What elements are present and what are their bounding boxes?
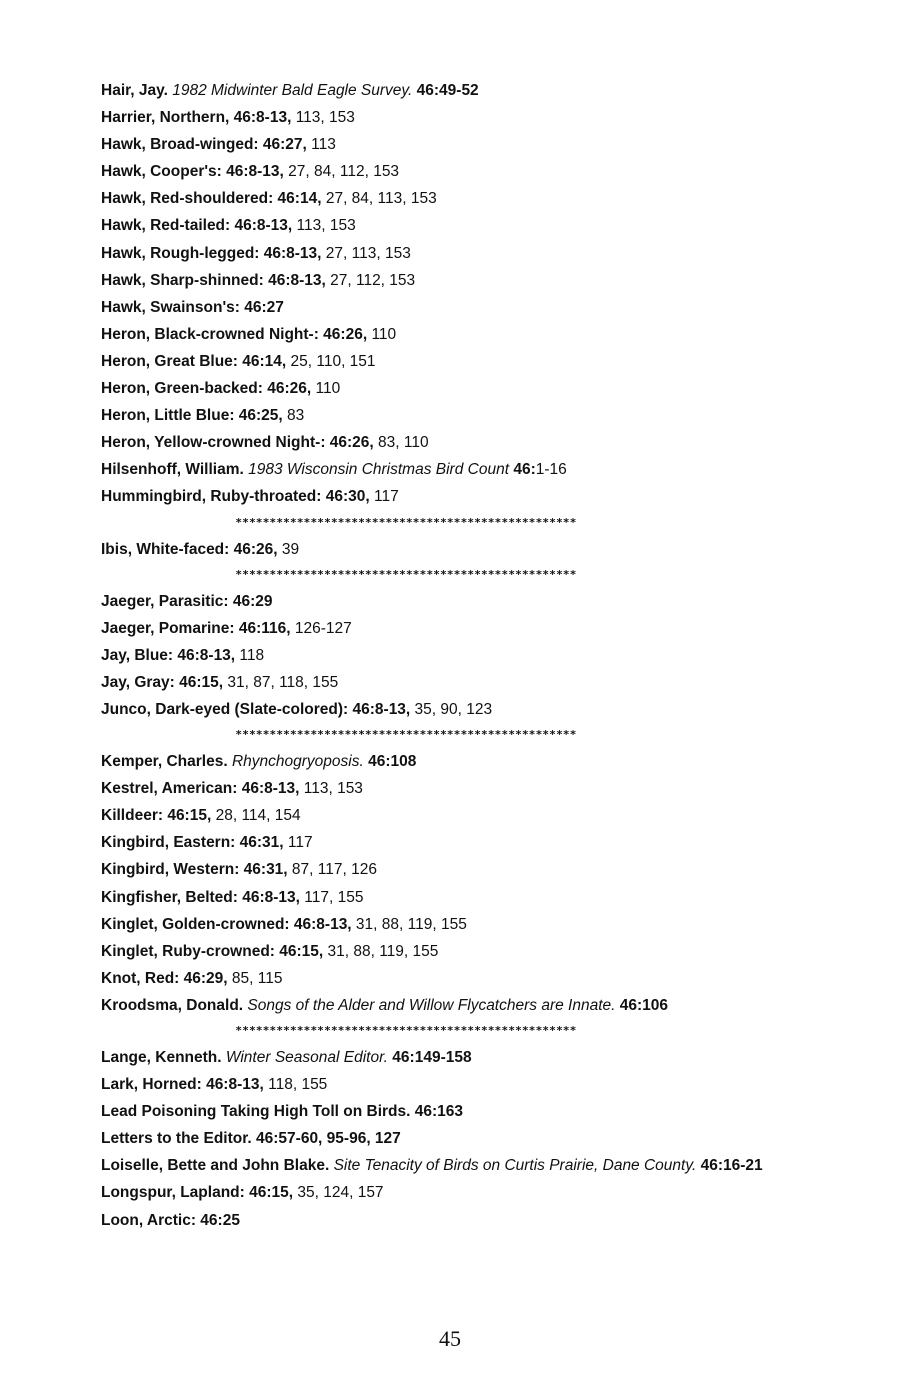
index-entry: [101, 353, 801, 371]
entry-text: Kingfisher, Belted: 46:8-13,: [101, 888, 300, 906]
entry-text: Hair, Jay.: [101, 82, 173, 99]
entry-text: 46:149-158: [388, 1049, 472, 1066]
entry-text: 113, 153: [291, 109, 355, 127]
entry-text: Kinglet, Golden-crowned: 46:8-13,: [101, 915, 352, 933]
index-entry: [101, 163, 801, 181]
index-entry: [101, 889, 801, 907]
entry-text: 113: [306, 136, 336, 154]
index-entry: [101, 780, 801, 798]
entry-text: Lead Poisoning Taking High Toll on Birds. 46:163: [101, 1103, 463, 1121]
index-entry: [101, 943, 801, 961]
index-entry: [101, 461, 801, 479]
entry-text: Loiselle, Bette and John Blake.: [101, 1157, 334, 1175]
entry-text: Kinglet, Ruby-crowned: 46:15,: [101, 942, 324, 960]
entry-text: Killdeer: 46:15,: [101, 807, 212, 825]
entry-title: 1983 Wisconsin Christmas Bird Count: [248, 461, 510, 479]
index-entry: [101, 861, 801, 879]
entry-title: Rhynchogryoposis.: [231, 753, 364, 771]
index-entry: [101, 326, 801, 344]
index-entry: [101, 434, 801, 452]
entry-text: 46:: [509, 461, 536, 479]
entry-text: 31, 87, 118, 155: [223, 673, 339, 691]
index-entry: [101, 620, 801, 638]
index-entry: [101, 674, 801, 692]
entry-text: Longspur, Lapland: 46:15,: [101, 1184, 294, 1202]
entry-text: Hawk, Broad-winged: 46:27,: [101, 136, 307, 154]
entry-text: 83, 110: [373, 434, 429, 452]
entry-text: Hilsenhoff, William.: [101, 461, 249, 479]
section-separator: **************************************************: [235, 728, 577, 742]
index-entry: [101, 1049, 801, 1067]
entry-text: 39: [277, 540, 300, 558]
index-entry: [101, 299, 801, 317]
index-entry: [101, 488, 801, 506]
entry-text: Hawk, Swainson's: 46:27: [101, 298, 284, 316]
entry-text: Harrier, Northern, 46:8-13,: [101, 109, 292, 127]
index-entry: [101, 647, 801, 665]
index-entry: [101, 1157, 801, 1175]
entry-text: 46:16-21: [696, 1157, 763, 1175]
entry-text: Heron, Green-backed: 46:26,: [101, 380, 312, 398]
entry-text: Jay, Blue: 46:8-13,: [101, 646, 236, 664]
entry-text: 83: [282, 407, 305, 425]
index-entry: [101, 272, 801, 290]
entry-text: 27, 84, 113, 153: [321, 190, 437, 208]
entry-text: Jaeger, Parasitic: 46:29: [101, 592, 273, 610]
entry-text: 117, 155: [299, 888, 364, 906]
entry-text: 46:108: [363, 753, 417, 771]
entry-text: 113, 153: [292, 217, 356, 235]
index-entry: [101, 541, 801, 559]
entry-text: Heron, Black-crowned Night-: 46:26,: [101, 325, 368, 343]
entry-text: Hawk, Red-tailed: 46:8-13,: [101, 217, 293, 235]
section-separator: **************************************************: [235, 1024, 577, 1037]
entry-text: 85, 115: [227, 969, 283, 987]
index-entry: [101, 217, 801, 235]
entry-text: Hummingbird, Ruby-throated: 46:30,: [101, 488, 370, 506]
entry-text: Heron, Great Blue: 46:14,: [101, 352, 287, 370]
index-page: [101, 82, 801, 1239]
index-entry: [101, 82, 801, 100]
index-entry: [101, 701, 801, 719]
entry-text: 110: [367, 325, 397, 343]
index-entry: [101, 109, 801, 127]
entry-text: 110: [311, 380, 341, 398]
index-entry: [101, 970, 801, 988]
entry-text: Loon, Arctic: 46:25: [101, 1211, 240, 1229]
index-entry: [101, 190, 801, 208]
entry-text: 31, 88, 119, 155: [323, 942, 439, 960]
entry-text: 1-16: [535, 461, 567, 479]
page-number: 45: [439, 1326, 461, 1351]
entry-text: Junco, Dark-eyed (Slate-colored): 46:8-13,: [101, 700, 411, 718]
index-entry: [101, 916, 801, 934]
entry-text: 28, 114, 154: [211, 807, 301, 825]
entry-text: Knot, Red: 46:29,: [101, 969, 228, 987]
entry-text: 35, 90, 123: [410, 700, 493, 718]
section-separator: **************************************************: [235, 567, 577, 581]
entry-text: Hawk, Sharp-shinned: 46:8-13,: [101, 271, 326, 289]
entry-text: Jay, Gray: 46:15,: [101, 673, 224, 691]
entry-text: 27, 84, 112, 153: [283, 163, 400, 181]
index-entry: [101, 807, 801, 825]
entry-text: 27, 112, 153: [325, 271, 416, 289]
entry-title: Songs of the Alder and Willow Flycatchers are Innate.: [247, 996, 616, 1014]
entry-text: Heron, Little Blue: 46:25,: [101, 407, 283, 425]
entry-text: 35, 124, 157: [293, 1184, 384, 1202]
entry-text: Heron, Yellow-crowned Night-: 46:26,: [101, 434, 374, 452]
entry-text: Kestrel, American: 46:8-13,: [101, 780, 300, 798]
entry-text: 118: [235, 646, 265, 664]
entry-text: 31, 88, 119, 155: [351, 915, 467, 933]
index-entry: [101, 997, 801, 1015]
index-entry: [101, 407, 801, 425]
entry-text: 118, 155: [263, 1076, 328, 1094]
entry-text: Hawk, Red-shouldered: 46:14,: [101, 190, 322, 208]
index-entry: [101, 380, 801, 398]
index-entry: [101, 753, 801, 771]
entry-text: 126-127: [290, 619, 352, 637]
entry-text: 117: [283, 834, 313, 852]
index-entry: [101, 1103, 801, 1121]
entry-text: 87, 117, 126: [287, 861, 377, 879]
entry-text: Kingbird, Western: 46:31,: [101, 861, 288, 879]
index-entry: [101, 245, 801, 263]
entry-text: Hawk, Rough-legged: 46:8-13,: [101, 244, 322, 262]
entry-text: Ibis, White-faced: 46:26,: [101, 540, 278, 558]
entry-text: 46:106: [615, 996, 669, 1014]
entry-text: Jaeger, Pomarine: 46:116,: [101, 619, 291, 637]
index-entry: [101, 1076, 801, 1094]
entry-text: Kroodsma, Donald.: [101, 996, 248, 1014]
index-entry: [101, 1130, 801, 1148]
entry-text: Kemper, Charles.: [101, 753, 232, 771]
index-entry: [101, 1184, 801, 1202]
entry-text: Lange, Kenneth.: [101, 1049, 226, 1066]
entry-text: 25, 110, 151: [286, 352, 376, 370]
entry-text: 117: [369, 488, 399, 506]
index-entry: [101, 1212, 801, 1230]
index-entry: [101, 834, 801, 852]
index-entry: [101, 593, 801, 611]
entry-text: 113, 153: [299, 780, 363, 798]
entry-title: Winter Seasonal Editor.: [225, 1049, 388, 1066]
entry-text: Kingbird, Eastern: 46:31,: [101, 834, 284, 852]
entry-text: 46:49-52: [412, 82, 479, 99]
index-entry: [101, 136, 801, 154]
entry-text: Hawk, Cooper's: 46:8-13,: [101, 163, 284, 181]
entry-text: Letters to the Editor. 46:57-60, 95-96, 127: [101, 1130, 401, 1148]
entry-title: 1982 Midwinter Bald Eagle Survey.: [172, 82, 413, 99]
entry-title: Site Tenacity of Birds on Curtis Prairie, Dane County.: [333, 1157, 697, 1175]
entry-text: 27, 113, 153: [321, 244, 411, 262]
entry-text: Lark, Horned: 46:8-13,: [101, 1076, 264, 1094]
section-separator: **************************************************: [235, 515, 577, 529]
